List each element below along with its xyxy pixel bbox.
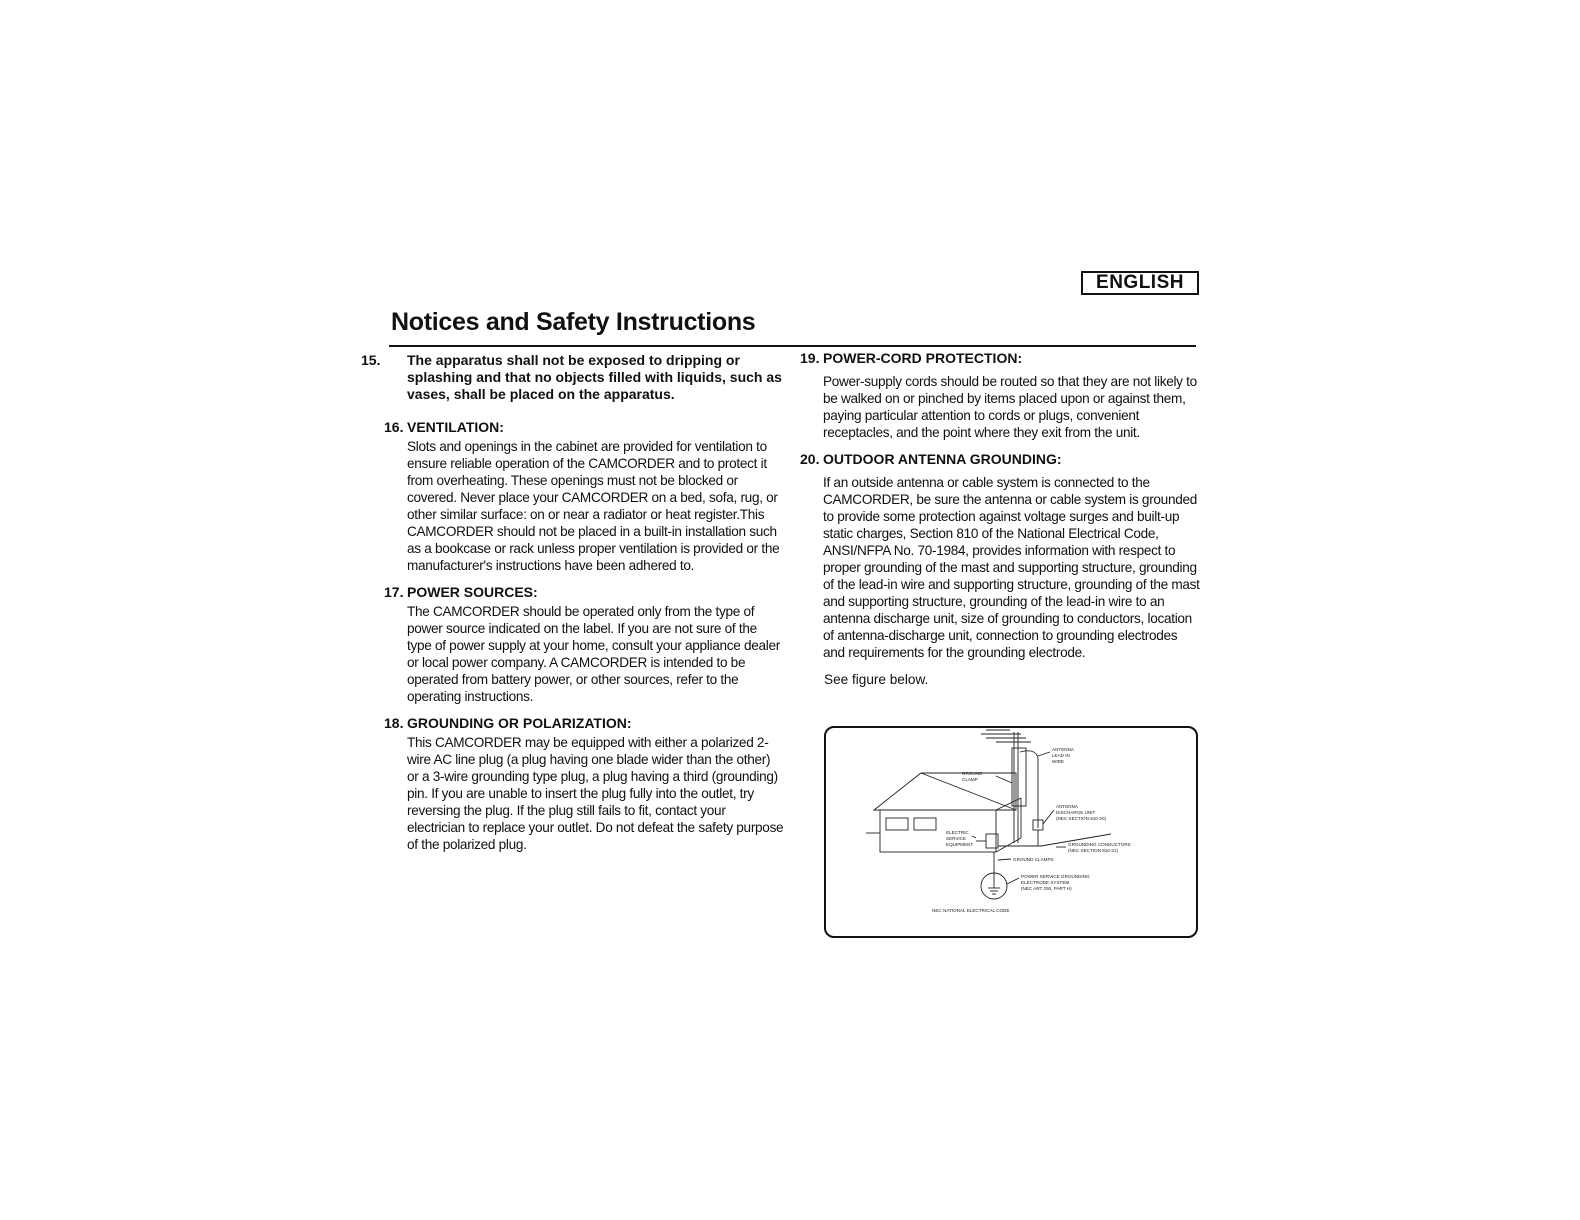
instruction-heading: [800, 451, 1200, 468]
figure-labels: [932, 747, 1131, 913]
page-title: Notices and Safety Instructions: [391, 308, 756, 336]
instruction-item-19: [800, 350, 1200, 441]
ground-clamps-label: GROUND CLAMPS: [1013, 857, 1054, 862]
instruction-number: 16.: [384, 419, 404, 435]
electric-service-label: ELECTRIC: [946, 830, 969, 835]
instruction-number: 17.: [384, 584, 404, 600]
instruction-heading: [384, 419, 784, 436]
antenna-lead-in-label: ANTENNA: [1052, 747, 1074, 752]
grounding-conductors-label: GROUNDING CONDUCTORS: [1068, 842, 1131, 847]
instruction-number: 20.: [800, 451, 820, 467]
instruction-body: Power-supply cords should be routed so that they are not likely to be walked on or pinched by items placed upon or against them, paying particular attention to cords or plugs, convenient receptacles, and the point where they exit from the unit.: [823, 374, 1197, 440]
see-figure-note: See figure below.: [824, 672, 929, 687]
instruction-title: The apparatus shall not be exposed to dripping or splashing and that no objects filled with liquids, such as vases, shall be placed on the apparatus.: [407, 352, 782, 402]
instruction-heading: [361, 352, 784, 403]
instruction-body: The CAMCORDER should be operated only from the type of power source indicated on the label. If you are not sure of the type of power supply at your home, consult your appliance dealer or local power company. A CAMCORDER is intended to be operated from battery power, or other sources, refer to the operating instructions.: [407, 604, 780, 704]
electric-service-label: SERVICE: [946, 836, 967, 841]
instruction-heading: [384, 715, 784, 732]
instruction-item-16: [384, 419, 784, 574]
language-label: ENGLISH: [1081, 271, 1199, 295]
instruction-item-20: [800, 451, 1200, 661]
instruction-number: 15.: [361, 352, 381, 368]
electrode-system-label: (NEC ART 250, PART H): [1021, 886, 1072, 891]
electrode-system-label: ELECTRODE SYSTEM: [1021, 880, 1070, 885]
electrode-system-label: POWER SERVICE GROUNDING: [1021, 874, 1090, 879]
antenna-lead-in-label: WIRE: [1052, 759, 1064, 764]
discharge-unit-label: DISCHARGE UNIT: [1056, 810, 1096, 815]
right-column: [800, 350, 1200, 688]
left-column: [361, 352, 784, 863]
instruction-item-15: [361, 352, 784, 403]
instruction-title: GROUNDING OR POLARIZATION:: [407, 715, 632, 731]
discharge-unit-label: (NEC SECTION 810-20): [1056, 816, 1107, 821]
instruction-number: 18.: [384, 715, 404, 731]
grounding-conductors-label: (NEC SECTION 810-21): [1068, 848, 1119, 853]
instruction-body: Slots and openings in the cabinet are provided for ventilation to ensure reliable operation of the CAMCORDER and to protect it from overheating. These openings must not be blocked or covered. Never place your CAMCORDER on a bed, sofa, rug, or other similar surface: on or near a radiator or heat register.This CAMCORDER should not be placed in a built-in installation such as a bookcase or rack unless proper ventilation is provided or the manufacturer's instructions have been adhered to.: [407, 439, 780, 573]
nec-footnote: NEC NATIONAL ELECTRICAL CODE: [932, 908, 1010, 913]
discharge-unit-label: ANTENNA: [1056, 804, 1078, 809]
instruction-title: VENTILATION:: [407, 419, 504, 435]
instruction-item-17: [384, 584, 784, 705]
instruction-title: POWER SOURCES:: [407, 584, 538, 600]
instruction-title: OUTDOOR ANTENNA GROUNDING:: [823, 451, 1062, 467]
antenna-grounding-diagram: [826, 728, 1196, 936]
instruction-number: 19.: [800, 350, 820, 366]
electric-service-label: EQUIPMENT: [946, 842, 974, 847]
instruction-item-18: [384, 715, 784, 853]
ground-clamp-label: CLAMP: [962, 777, 978, 782]
instruction-body: This CAMCORDER may be equipped with either a polarized 2-wire AC line plug (a plug having one blade wider than the other) or a 3-wire grounding type plug, a plug having a third (grounding) pin. If you are unable to insert the plug fully into the outlet, try reversing the plug. If the plug still fails to fit, contact your electrician to replace your outlet. Do not defeat the safety purpose of the polarized plug.: [407, 735, 784, 852]
title-divider: [389, 345, 1196, 347]
instruction-heading: [800, 350, 1200, 367]
instruction-body: If an outside antenna or cable system is connected to the CAMCORDER, be sure the antenna or cable system is grounded to provide some protection against voltage surges and built-up static charges, Section 810 of the National Electrical Code, ANSI/NFPA No. 70-1984, provides information with respect to proper grounding of the mast and supporting structure, grounding of the lead-in wire and supporting structure, grounding of the mast and supporting structure, grounding of the lead-in wire to an antenna discharge unit, size of grounding to conductors, location of antenna-discharge unit, connection to grounding electrodes and requirements for the grounding electrode.: [823, 475, 1200, 660]
instruction-title: POWER-CORD PROTECTION:: [823, 350, 1023, 366]
antenna-grounding-figure: [824, 726, 1198, 938]
instruction-heading: [384, 584, 784, 601]
antenna-lead-in-label: LEAD IN: [1052, 753, 1070, 758]
ground-clamp-label: GROUND: [962, 771, 983, 776]
